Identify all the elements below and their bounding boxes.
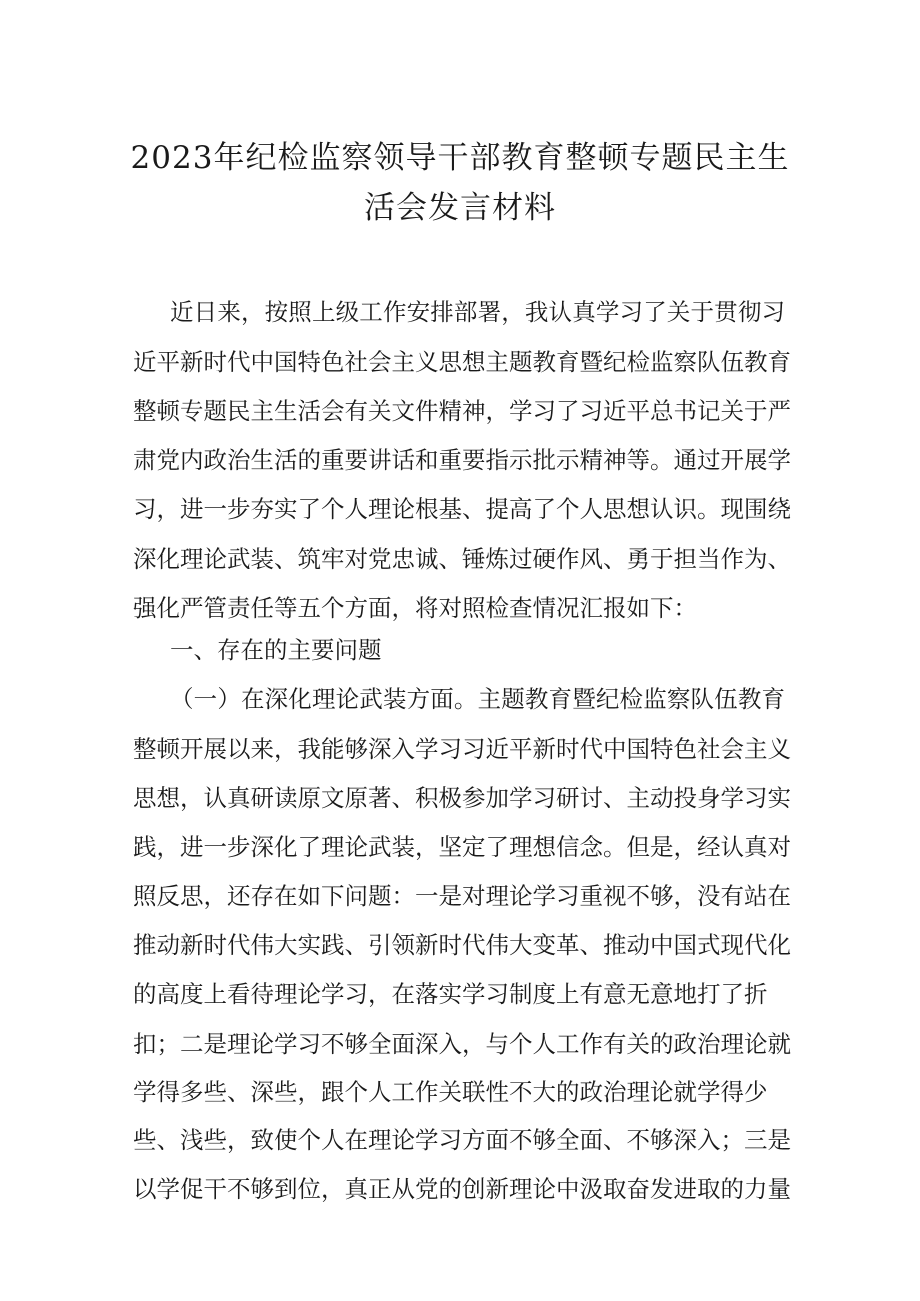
body-line: 近平新时代中国特色社会主义思想主题教育暨纪检监察队伍教育 [133,348,791,376]
body-line: 以学促干不够到位，真正从党的创新理论中汲取奋发进取的力量 [133,1175,791,1203]
body-line: 学得多些、深些，跟个人工作关联性不大的政治理论就学得少 [133,1078,768,1106]
body-line: 照反思，还存在如下问题：一是对理论学习重视不够，没有站在 [133,882,791,910]
body-line: 习，进一步夯实了个人理论根基、提高了个人思想认识。现围绕 [133,495,791,523]
body-line: 些、浅些，致使个人在理论学习方面不够全面、不够深入；三是 [133,1126,791,1154]
body-line: 强化严管责任等五个方面，将对照检查情况汇报如下： [133,594,697,622]
body-line: 推动新时代伟大实践、引领新时代伟大变革、推动中国式现代化 [133,931,791,959]
body-line: 整顿专题民主生活会有关文件精神，学习了习近平总书记关于严 [133,397,791,425]
document-title-line-1: 2023年纪检监察领导干部教育整顿专题民主生 [130,140,790,176]
body-line: 践，进一步深化了理论武装，坚定了理想信念。但是，经认真对 [133,833,791,861]
body-line: 的高度上看待理论学习，在落实学习制度上有意无意地打了折 [133,980,768,1008]
section-heading: 一、存在的主要问题 [170,636,382,664]
body-line: 扣；二是理论学习不够全面深入，与个人工作有关的政治理论就 [133,1030,791,1058]
body-line: 近日来，按照上级工作安排部署，我认真学习了关于贯彻习 [170,298,785,326]
body-line: 整顿开展以来，我能够深入学习习近平新时代中国特色社会主义 [133,735,791,763]
body-line: （一）在深化理论武装方面。主题教育暨纪检监察队伍教育 [170,685,785,713]
document-title-line-2: 活会发言材料 [364,190,556,226]
body-line: 思想，认真研读原文原著、积极参加学习研讨、主动投身学习实 [133,784,791,812]
body-line: 肃党内政治生活的重要讲话和重要指示批示精神等。通过开展学 [133,446,791,474]
body-line: 深化理论武装、筑牢对党忠诚、锤炼过硬作风、勇于担当作为、 [133,545,791,573]
